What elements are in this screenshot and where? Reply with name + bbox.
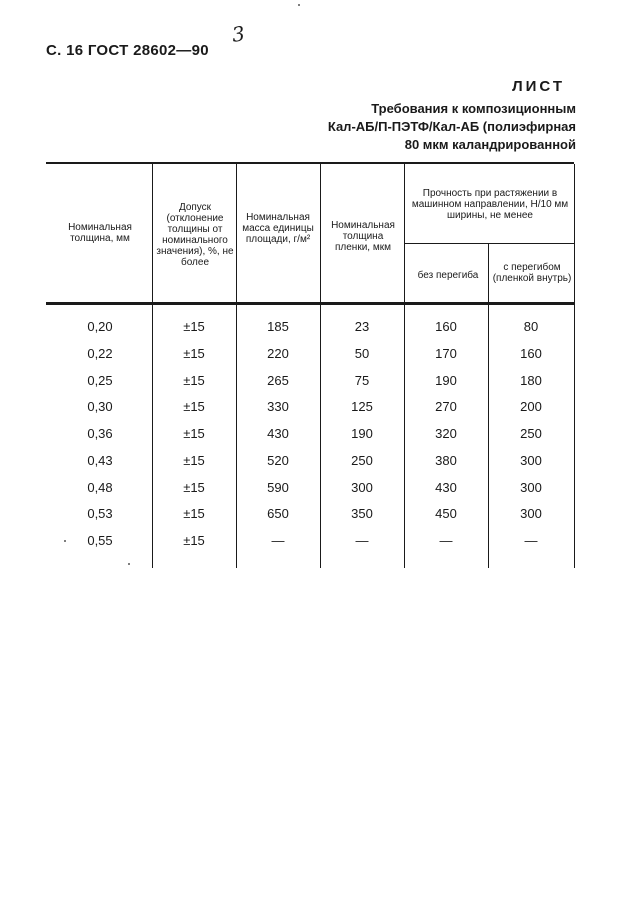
column-divider-5 [488,244,489,568]
cell-mass: — [271,533,285,548]
cell-thickness: 0,55 [87,533,113,548]
cell-with-bend: 300 [520,479,542,495]
column-divider-3 [320,164,321,568]
cell-no-bend: 160 [435,319,457,334]
cell-mass: 220 [267,345,289,361]
strength-group-divider [404,243,574,244]
cell-with-bend: 300 [520,506,542,522]
cell-thickness: 0,43 [87,452,113,468]
cell-film: 23 [354,319,370,334]
cell-mass: 265 [267,372,289,388]
cell-mass: 330 [267,399,289,415]
header-with-bend: с перегибом (пленкой внутрь) [492,262,572,284]
cell-thickness: 0,48 [87,479,113,495]
cell-tolerance: ±15 [183,345,205,361]
column-divider-6 [574,164,575,568]
cell-no-bend: 320 [435,426,457,441]
cell-tolerance: ±15 [183,399,205,415]
cell-film: 350 [351,506,373,522]
cell-with-bend: 250 [520,426,542,441]
cell-no-bend: 270 [435,399,457,415]
cell-film: 250 [351,452,373,468]
header-tolerance: Допуск (отклонение толщины от номинального значения), %, не более [156,202,234,268]
cell-mass: 520 [267,452,289,468]
cell-with-bend: 300 [520,452,542,468]
cell-with-bend: 180 [520,372,542,388]
column-divider-4 [404,164,405,568]
table-top-rule [46,162,574,164]
cell-film: 50 [354,345,370,361]
document-title: ЛИСТ [512,78,565,95]
cell-thickness: 0,20 [87,319,113,334]
cell-tolerance: ±15 [183,426,205,441]
cell-thickness: 0,36 [87,426,113,441]
subtitle-line-2: Кал-АБ/П-ПЭТФ/Кал-АБ (полиэфирная [327,119,576,134]
cell-with-bend: 160 [520,345,542,361]
header-film: Номинальная толщина пленки, мкм [331,220,395,253]
cell-mass: 590 [267,479,289,495]
column-divider-2 [236,164,237,568]
cell-mass: 185 [267,319,289,334]
cell-no-bend: 170 [435,345,457,361]
cell-no-bend: 380 [435,452,457,468]
header-thickness: Номинальная толщина, мм [68,222,132,244]
subtitle-line-1: Требования к композиционным [371,101,576,116]
scan-speck [64,540,66,542]
cell-with-bend: 200 [520,399,542,415]
header-strength-group: Прочность при растяжении в машинном направлении, Н/10 мм ширины, не менее [411,188,569,221]
subtitle-line-3: 80 мкм каландрированной [404,137,576,152]
column-divider-1 [152,164,153,568]
table-header-rule [46,302,574,305]
cell-tolerance: ±15 [183,533,205,548]
header-mass: Номинальная масса единицы площади, г/м² [242,212,314,245]
cell-tolerance: ±15 [183,479,205,495]
cell-film: — [355,533,369,548]
handwritten-page-mark: 3 [230,21,247,47]
cell-film: 190 [351,426,373,441]
cell-no-bend: 190 [435,372,457,388]
cell-thickness: 0,25 [87,372,113,388]
cell-with-bend: — [524,533,538,548]
cell-thickness: 0,53 [87,506,113,522]
cell-film: 300 [351,479,373,495]
cell-with-bend: 80 [523,319,539,334]
cell-no-bend: — [439,533,453,548]
cell-film: 125 [351,399,373,415]
scan-speck [298,4,300,6]
cell-no-bend: 450 [435,506,457,522]
cell-tolerance: ±15 [183,372,205,388]
cell-mass: 430 [267,426,289,441]
cell-film: 75 [354,372,370,388]
cell-mass: 650 [267,506,289,522]
scan-speck [128,563,130,565]
cell-tolerance: ±15 [183,452,205,468]
cell-thickness: 0,22 [87,345,113,361]
cell-no-bend: 430 [435,479,457,495]
cell-tolerance: ±15 [183,506,205,522]
cell-tolerance: ±15 [183,319,205,334]
header-no-bend: без перегиба [417,270,479,281]
cell-thickness: 0,30 [87,399,113,415]
page-header: С. 16 ГОСТ 28602—90 [46,42,209,59]
